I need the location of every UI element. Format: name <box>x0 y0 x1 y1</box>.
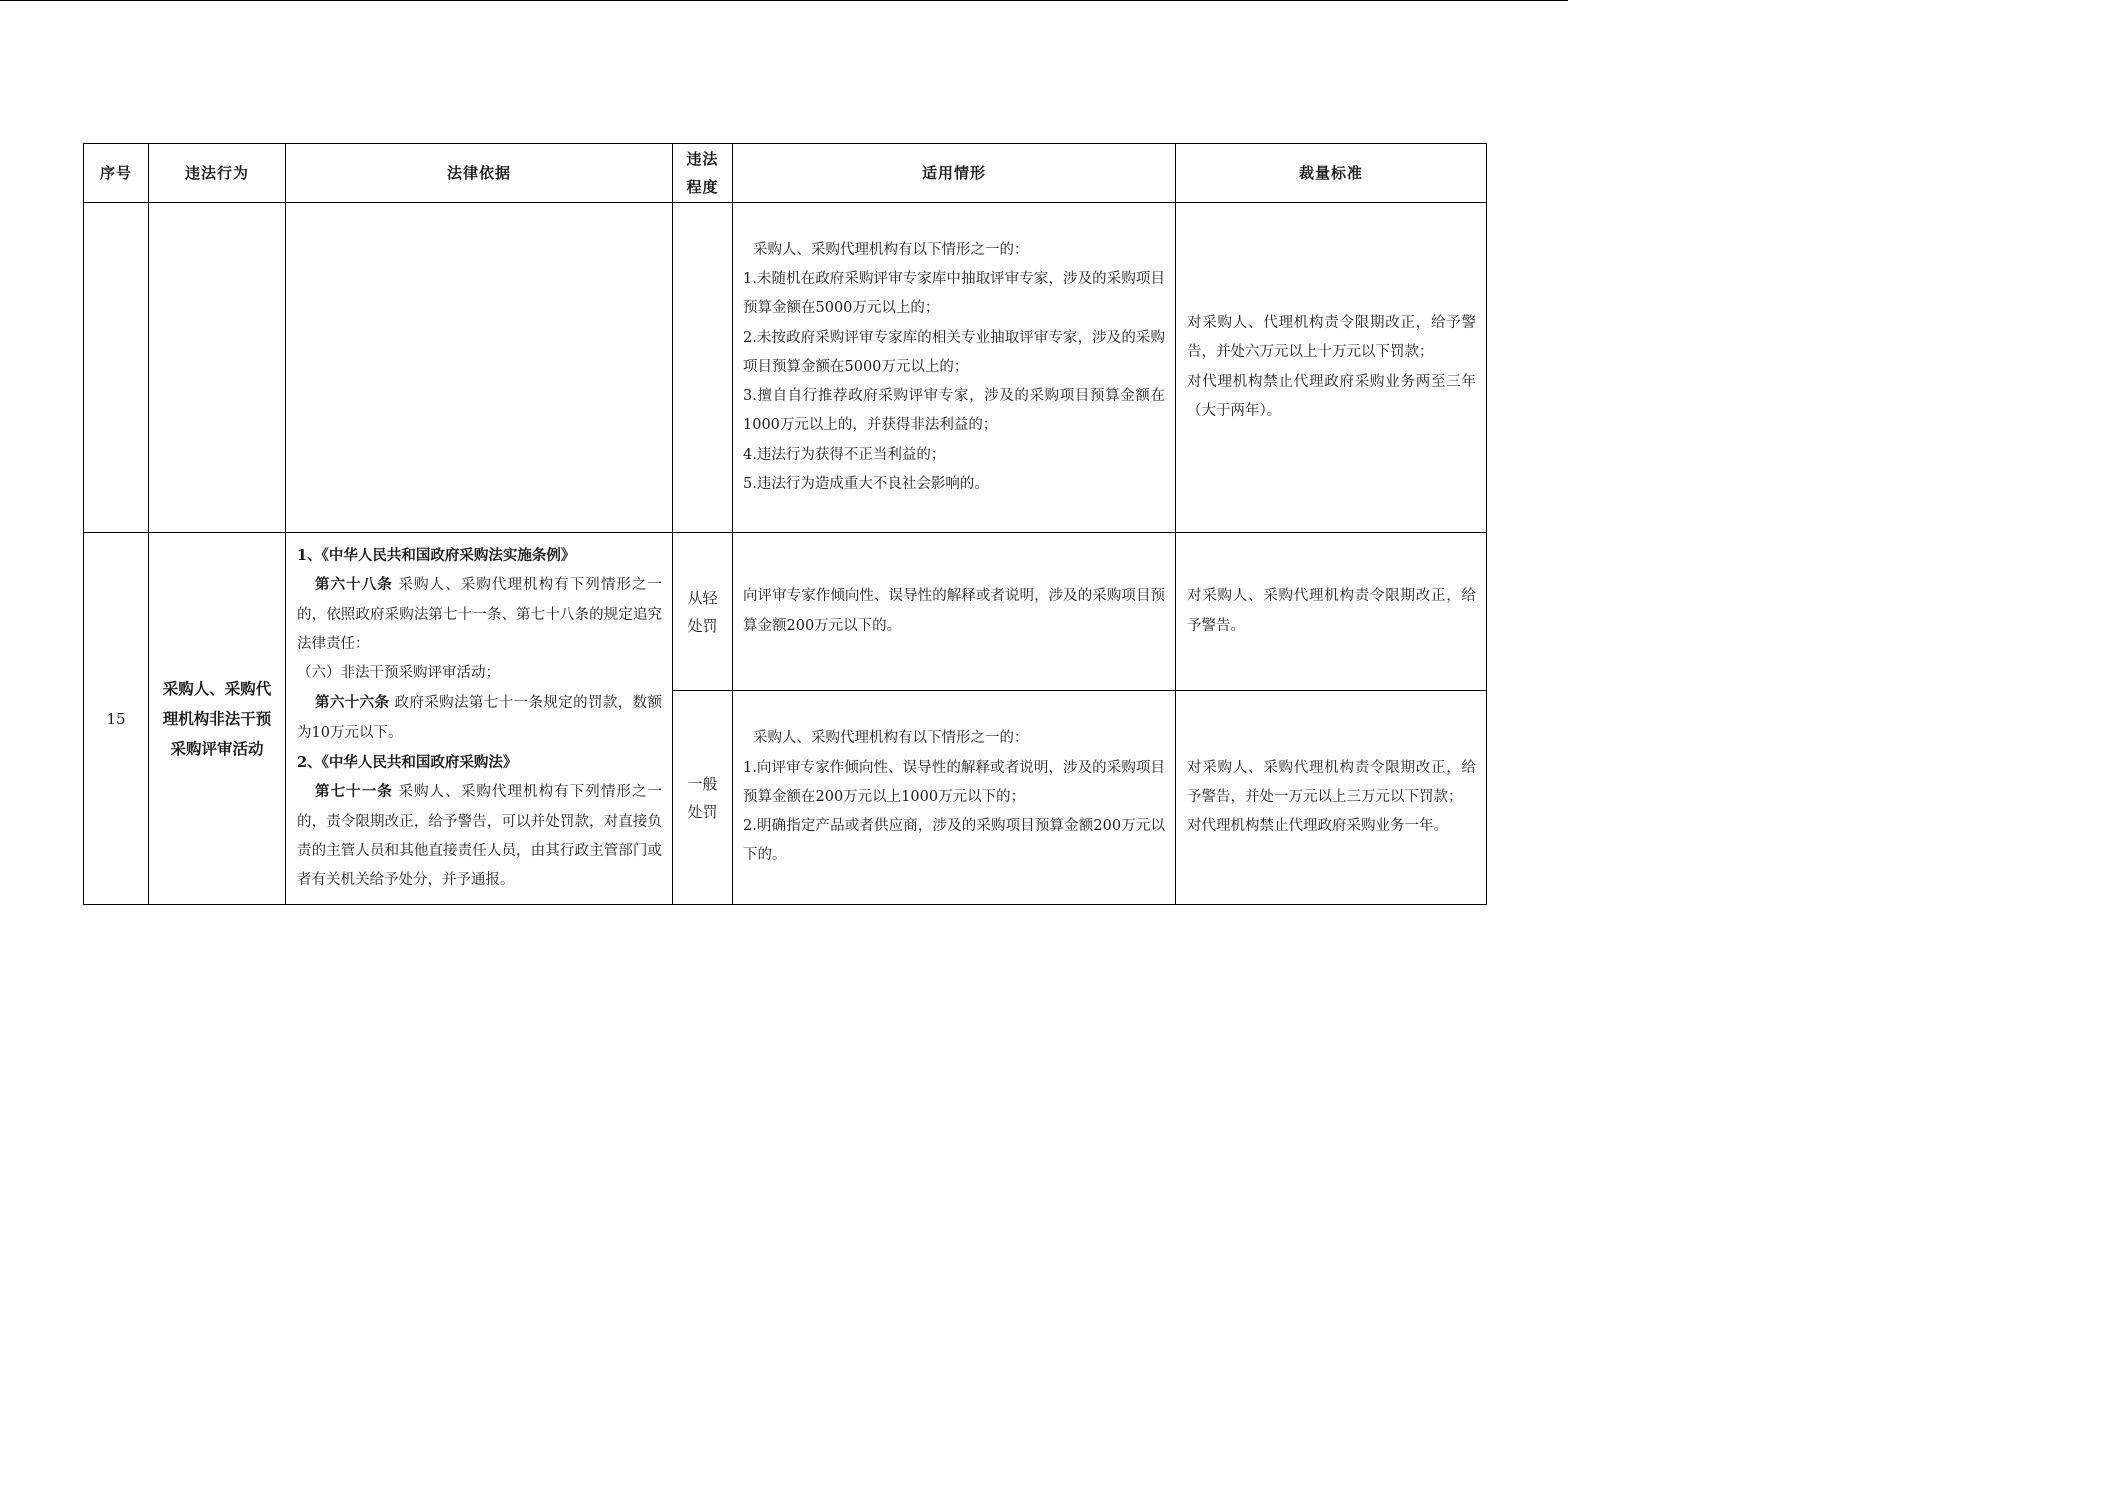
degree-general <box>673 691 733 905</box>
table-row-continued <box>84 203 1487 533</box>
article-heading: 第七十一条 <box>315 783 393 801</box>
scenario-light <box>733 533 1176 691</box>
page-top-border <box>0 0 1568 1</box>
header-num: 序号 <box>84 144 149 203</box>
law1-title: 1、《中华人民共和国政府采购法实施条例》 <box>297 547 576 564</box>
article-body: 采购人、采购代理机构有下列情形之一的，责令限期改正，给予警告，可以并处罚款，对直接负责的主管人员和其他直接责任人员，由其行政主管部门或者有关机关给予处分，并予通报。 <box>297 784 663 889</box>
header-standard: 裁量标准 <box>1176 144 1487 203</box>
standard-general <box>1176 691 1487 905</box>
degree-general-line2: 处罚 <box>687 802 718 821</box>
item-number: 15 <box>84 533 149 905</box>
continued-act-cell <box>149 203 286 533</box>
law1-article68-item6: （六）非法干预采购评审活动； <box>297 665 500 682</box>
table-row-item15-light <box>84 533 1487 691</box>
scenario-line: 3.擅自自行推荐政府采购评审专家，涉及的采购项目预算金额在1000万元以上的，并获得非法利益的； <box>743 388 1165 434</box>
law1-article66 <box>297 688 662 748</box>
article-body: 政府采购法第七十一条规定的罚款，数额为10万元以下。 <box>297 695 663 741</box>
standard-line: 对代理机构禁止代理政府采购业务两至三年（大于两年）。 <box>1187 373 1476 419</box>
scenario-light-text: 向评审专家作倾向性、误导性的解释或者说明，涉及的采购项目预算金额200万元以下的。 <box>743 588 1165 634</box>
scenario-line: 5.违法行为造成重大不良社会影响的。 <box>743 476 989 493</box>
header-degree-line1: 违法 <box>686 150 719 168</box>
header-scenario: 适用情形 <box>733 144 1176 203</box>
standard-line: 对代理机构禁止代理政府采购业务一年。 <box>1187 818 1448 835</box>
continued-standard-cell <box>1176 203 1487 533</box>
header-degree-line2: 程度 <box>686 178 719 196</box>
law2-title: 2、《中华人民共和国政府采购法》 <box>297 754 518 772</box>
law2-article71 <box>297 777 662 895</box>
continued-legal-cell <box>286 203 673 533</box>
article-heading: 第六十八条 <box>315 576 393 594</box>
scenario-line: 2.明确指定产品或者供应商，涉及的采购项目预算金额200万元以下的。 <box>743 818 1165 864</box>
violation-act: 采购人、采购代理机构非法干预采购评审活动 <box>149 533 286 905</box>
continued-degree-cell <box>673 203 733 533</box>
header-legal-basis: 法律依据 <box>286 144 673 203</box>
degree-light <box>673 533 733 691</box>
scenario-line: 2.未按政府采购评审专家库的相关专业抽取评审专家，涉及的采购项目预算金额在5000万元以上的； <box>743 329 1165 375</box>
article-body: 采购人、采购代理机构有下列情形之一的，依照政府采购法第七十一条、第七十八条的规定追究法律责任： <box>297 577 663 652</box>
continued-scenario-cell <box>733 203 1176 533</box>
article-heading: 第六十六条 <box>315 694 390 712</box>
scenario-line: 1.向评审专家作倾向性、误导性的解释或者说明，涉及的采购项目预算金额在200万元以上1000万元以下的； <box>743 759 1165 805</box>
standard-line: 对采购人、采购代理机构责令限期改正，给予警告，并处一万元以上三万元以下罚款； <box>1187 759 1476 805</box>
scenario-line: 4.违法行为获得不正当利益的； <box>743 446 946 463</box>
scenario-line: 采购人、采购代理机构有以下情形之一的： <box>753 241 1029 258</box>
standard-light <box>1176 533 1487 691</box>
legal-basis-cell <box>286 533 673 905</box>
standard-light-text: 对采购人、采购代理机构责令限期改正，给予警告。 <box>1187 588 1476 634</box>
header-degree <box>673 144 733 203</box>
table-header-row <box>84 144 1487 203</box>
continued-num-cell <box>84 203 149 533</box>
degree-light-line2: 处罚 <box>687 616 718 635</box>
penalty-discretion-table <box>83 143 1487 905</box>
header-act: 违法行为 <box>149 144 286 203</box>
degree-light-line1: 从轻 <box>687 588 718 607</box>
scenario-line: 1.未随机在政府采购评审专家库中抽取评审专家，涉及的采购项目预算金额在5000万元以上的； <box>743 270 1165 317</box>
scenario-general <box>733 691 1176 905</box>
law1-article68 <box>297 570 662 659</box>
standard-line: 对采购人、代理机构责令限期改正，给予警告，并处六万元以上十万元以下罚款； <box>1187 314 1476 361</box>
scenario-line: 采购人、采购代理机构有以下情形之一的： <box>753 730 1029 747</box>
degree-general-line1: 一般 <box>687 774 718 793</box>
